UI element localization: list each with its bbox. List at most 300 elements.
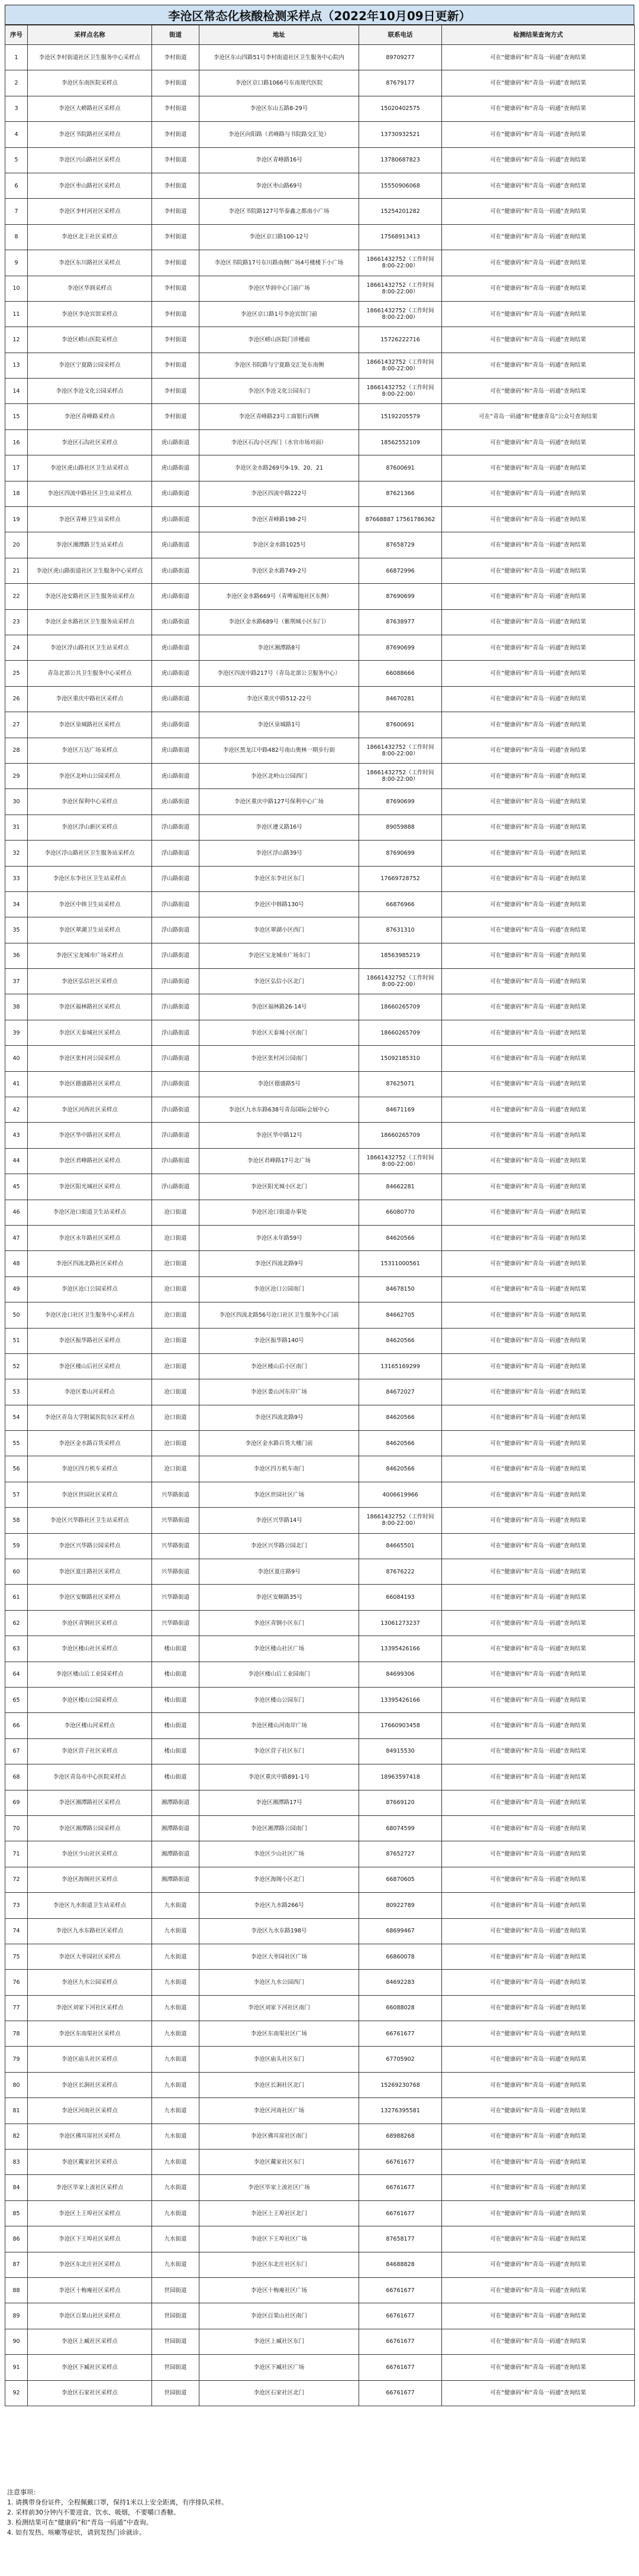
cell-address: 李沧区张村河公园南门 bbox=[199, 1046, 359, 1071]
cell-address: 李沧区兴华路公园北门 bbox=[199, 1533, 359, 1559]
cell-query-method: 可在“健康码”和“青岛一码通”查询结果 bbox=[442, 2072, 635, 2097]
cell-phone: 87676222 bbox=[359, 1559, 442, 1585]
cell-phone: 67705902 bbox=[359, 2047, 442, 2072]
cell-address: 李沧区京口路100-12号 bbox=[199, 224, 359, 250]
cell-address: 李沧区天泰城小区南门 bbox=[199, 1020, 359, 1045]
table-row bbox=[5, 1738, 635, 1764]
cell-address: 李沧区金水路1025号 bbox=[199, 532, 359, 558]
cell-phone: 15311000561 bbox=[359, 1251, 442, 1276]
cell-query-method: 可在“健康码”和“青岛一码通”查询结果 bbox=[442, 1893, 635, 1918]
table-row bbox=[5, 1918, 635, 1944]
cell-street: 楼山街道 bbox=[152, 1764, 199, 1790]
cell-index: 28 bbox=[5, 738, 28, 763]
cell-site-name: 李沧区海阁社区采样点 bbox=[28, 1867, 152, 1892]
cell-address: 李沧区四流北路9号 bbox=[199, 1405, 359, 1430]
cell-query-method: 可在“健康码”和“青岛一码通”查询结果 bbox=[442, 2047, 635, 2072]
cell-address: 李沧区永年路59号 bbox=[199, 1225, 359, 1250]
cell-address: 李沧区宝龙城市广场东门 bbox=[199, 943, 359, 968]
cell-address: 李沧区振华路140号 bbox=[199, 1328, 359, 1353]
cell-street: 浮山路街道 bbox=[152, 1071, 199, 1097]
cell-street: 兴华路街道 bbox=[152, 1585, 199, 1610]
cell-site-name: 李沧区九水东路社区采样点 bbox=[28, 1918, 152, 1944]
cell-site-name: 李沧区刘家下河社区采样点 bbox=[28, 1995, 152, 2021]
cell-index: 13 bbox=[5, 353, 28, 378]
cell-address: 李沧区阳光城小区北门 bbox=[199, 1174, 359, 1200]
cell-index: 63 bbox=[5, 1636, 28, 1662]
page-title: 李沧区常态化核酸检测采样点（2022年10月09日更新） bbox=[5, 5, 634, 25]
cell-query-method: 可在“健康码”和“青岛一码通”查询结果 bbox=[442, 943, 635, 968]
cell-address: 李沧区长涧社区北门 bbox=[199, 2072, 359, 2097]
cell-address: 李沧区东山五路8-29号 bbox=[199, 96, 359, 121]
cell-street: 浮山路街道 bbox=[152, 1148, 199, 1174]
cell-street: 虎山路街道 bbox=[152, 661, 199, 686]
cell-address: 李沧区少山社区广场 bbox=[199, 1841, 359, 1867]
cell-phone: 13395426166 bbox=[359, 1688, 442, 1713]
cell-site-name: 李沧区沧安路社区卫生服务站采样点 bbox=[28, 584, 152, 609]
cell-address: 李沧区下臧社区广场 bbox=[199, 2355, 359, 2380]
cell-address: 李沧区百果山社区南门 bbox=[199, 2303, 359, 2329]
cell-site-name: 李沧区泉城路社区采样点 bbox=[28, 712, 152, 738]
cell-index: 81 bbox=[5, 2098, 28, 2123]
cell-site-name: 李沧区青钢社区采样点 bbox=[28, 1610, 152, 1636]
cell-street: 沧口街道 bbox=[152, 1200, 199, 1225]
cell-site-name: 李沧区四方机车采样点 bbox=[28, 1456, 152, 1482]
cell-index: 40 bbox=[5, 1046, 28, 1071]
table-body bbox=[5, 45, 635, 2406]
cell-phone: 15092185310 bbox=[359, 1046, 442, 1071]
cell-phone: 87638977 bbox=[359, 609, 442, 635]
cell-query-method: 可在“健康码”和“青岛一码通”查询结果 bbox=[442, 917, 635, 943]
table-row bbox=[5, 2355, 635, 2380]
cell-street: 虎山路街道 bbox=[152, 738, 199, 763]
table-row bbox=[5, 1328, 635, 1353]
cell-index: 71 bbox=[5, 1841, 28, 1867]
cell-query-method: 可在“健康码”和“青岛一码通”查询结果 bbox=[442, 738, 635, 763]
cell-site-name: 李沧区楼山后社区采样点 bbox=[28, 1353, 152, 1379]
cell-query-method: 可在“健康码”和“青岛一码通”查询结果 bbox=[442, 1944, 635, 1969]
cell-street: 世园街道 bbox=[152, 2329, 199, 2354]
cell-index: 53 bbox=[5, 1379, 28, 1405]
cell-query-method: 可在“健康码”和“青岛一码通”查询结果 bbox=[442, 1200, 635, 1225]
cell-street: 李村街道 bbox=[152, 404, 199, 429]
cell-site-name: 李沧区东南医院采样点 bbox=[28, 70, 152, 96]
table-row bbox=[5, 1456, 635, 1482]
cell-street: 九水街道 bbox=[152, 1918, 199, 1944]
cell-street: 李村街道 bbox=[152, 199, 199, 224]
cell-index: 20 bbox=[5, 532, 28, 558]
cell-phone: 66761677 bbox=[359, 2200, 442, 2226]
cell-address: 李沧区九水公园西门 bbox=[199, 1970, 359, 1995]
cell-address: 李沧区青峰路198-2号 bbox=[199, 507, 359, 532]
cell-site-name: 李沧区保利中心采样点 bbox=[28, 789, 152, 815]
table-row bbox=[5, 1353, 635, 1379]
cell-site-name: 李沧区夏庄路社区采样点 bbox=[28, 1559, 152, 1585]
table-row bbox=[5, 1046, 635, 1071]
cell-site-name: 李沧区张村河公园采样点 bbox=[28, 1046, 152, 1071]
cell-query-method: 可在“健康码”和“青岛一码通”查询结果 bbox=[442, 1995, 635, 2021]
cell-query-method: 可在“健康码”和“青岛一码通”查询结果 bbox=[442, 1148, 635, 1174]
table-row bbox=[5, 969, 635, 994]
header-street: 街道 bbox=[152, 25, 199, 45]
table-row bbox=[5, 532, 635, 558]
cell-address: 李沧区北岭山公园西门 bbox=[199, 763, 359, 788]
header-address: 地址 bbox=[199, 25, 359, 45]
cell-phone: 66080770 bbox=[359, 1200, 442, 1225]
cell-index: 31 bbox=[5, 815, 28, 840]
cell-phone: 66761677 bbox=[359, 2329, 442, 2354]
table-row bbox=[5, 609, 635, 635]
cell-street: 浮山路街道 bbox=[152, 943, 199, 968]
cell-phone: 15254201282 bbox=[359, 199, 442, 224]
table-row bbox=[5, 199, 635, 224]
cell-site-name: 李沧区青峰路采样点 bbox=[28, 404, 152, 429]
cell-query-method: 可在“健康码”和“青岛一码通”查询结果 bbox=[442, 173, 635, 198]
cell-site-name: 李沧区北王社区采样点 bbox=[28, 224, 152, 250]
cell-phone: 66876966 bbox=[359, 891, 442, 917]
table-row bbox=[5, 917, 635, 943]
table-row bbox=[5, 1841, 635, 1867]
cell-site-name: 李沧区东南渠社区采样点 bbox=[28, 2021, 152, 2047]
cell-query-method: 可在“健康码”和“青岛一码通”查询结果 bbox=[442, 455, 635, 481]
cell-street: 兴华路街道 bbox=[152, 1533, 199, 1559]
cell-address: 李沧区九水东路638号青岛国际会展中心 bbox=[199, 1097, 359, 1123]
cell-index: 54 bbox=[5, 1405, 28, 1430]
cell-address: 李沧区楼山后小区南门 bbox=[199, 1353, 359, 1379]
table-row bbox=[5, 789, 635, 815]
cell-address: 李沧区上王埠社区北门 bbox=[199, 2200, 359, 2226]
cell-index: 25 bbox=[5, 661, 28, 686]
cell-index: 35 bbox=[5, 917, 28, 943]
cell-street: 沧口街道 bbox=[152, 1405, 199, 1430]
table-row bbox=[5, 712, 635, 738]
cell-phone: 15269230768 bbox=[359, 2072, 442, 2097]
cell-index: 72 bbox=[5, 1867, 28, 1892]
table-row bbox=[5, 507, 635, 532]
table-row bbox=[5, 558, 635, 583]
cell-site-name: 李沧区金水路百货采样点 bbox=[28, 1431, 152, 1456]
cell-site-name: 李沧区石沟社区采样点 bbox=[28, 429, 152, 455]
cell-street: 沧口街道 bbox=[152, 1302, 199, 1328]
table-row bbox=[5, 1251, 635, 1276]
cell-index: 69 bbox=[5, 1790, 28, 1815]
cell-query-method: 可在“健康码”和“青岛一码通”查询结果 bbox=[442, 1636, 635, 1662]
cell-index: 47 bbox=[5, 1225, 28, 1250]
cell-site-name: 李沧区青峰卫生站采样点 bbox=[28, 507, 152, 532]
cell-street: 九水街道 bbox=[152, 2175, 199, 2200]
cell-street: 李村街道 bbox=[152, 224, 199, 250]
cell-query-method: 可在“健康码”和“青岛一码通”查询结果 bbox=[442, 1559, 635, 1585]
table-row bbox=[5, 224, 635, 250]
table-row bbox=[5, 1970, 635, 1995]
cell-index: 87 bbox=[5, 2252, 28, 2277]
cell-query-method: 可在“健康码”和“青岛一码通”查询结果 bbox=[442, 2226, 635, 2252]
cell-site-name: 李沧区浮山路社区卫生站采样点 bbox=[28, 635, 152, 660]
cell-index: 38 bbox=[5, 994, 28, 1020]
cell-phone: 84662705 bbox=[359, 1302, 442, 1328]
cell-phone: 17568913413 bbox=[359, 224, 442, 250]
cell-site-name: 李沧区沧口公园采样点 bbox=[28, 1276, 152, 1302]
cell-site-name: 李沧区娄山河采样点 bbox=[28, 1379, 152, 1405]
table-row bbox=[5, 1020, 635, 1045]
cell-address: 李沧区楼山河南岸广场 bbox=[199, 1713, 359, 1738]
cell-street: 楼山街道 bbox=[152, 1688, 199, 1713]
table-row bbox=[5, 1123, 635, 1148]
cell-address: 李沧区金水路749-2号 bbox=[199, 558, 359, 583]
table-row bbox=[5, 379, 635, 404]
cell-site-name: 李沧区书院路社区采样点 bbox=[28, 122, 152, 147]
cell-address: 李沧区十梅庵社区广场 bbox=[199, 2277, 359, 2303]
cell-phone: 18661432752（工作时间8:00-22:00） bbox=[359, 301, 442, 327]
table-row bbox=[5, 2021, 635, 2047]
sampling-sites-table bbox=[5, 25, 635, 2406]
cell-street: 浮山路街道 bbox=[152, 1020, 199, 1045]
table-row bbox=[5, 2150, 635, 2175]
cell-query-method: 可在“健康码”和“青岛一码通”查询结果 bbox=[442, 1841, 635, 1867]
cell-phone: 13061273237 bbox=[359, 1610, 442, 1636]
cell-phone: 84688828 bbox=[359, 2252, 442, 2277]
cell-phone: 15550906068 bbox=[359, 173, 442, 198]
table-row bbox=[5, 815, 635, 840]
cell-index: 61 bbox=[5, 1585, 28, 1610]
table-row bbox=[5, 1097, 635, 1123]
cell-index: 12 bbox=[5, 327, 28, 353]
cell-phone: 13780687823 bbox=[359, 147, 442, 173]
table-row bbox=[5, 1662, 635, 1687]
cell-query-method: 可在“健康码”和“青岛一码通”查询结果 bbox=[442, 609, 635, 635]
cell-index: 18 bbox=[5, 481, 28, 506]
cell-site-name: 李沧区上臧社区采样点 bbox=[28, 2329, 152, 2354]
cell-site-name: 青岛北部公共卫生服务中心采样点 bbox=[28, 661, 152, 686]
table-row bbox=[5, 1944, 635, 1969]
cell-site-name: 李沧区华中路社区采样点 bbox=[28, 1123, 152, 1148]
cell-address: 李沧区东山四路51号李村街道社区卫生服务中心院内 bbox=[199, 45, 359, 70]
cell-index: 9 bbox=[5, 250, 28, 276]
cell-street: 虎山路街道 bbox=[152, 763, 199, 788]
cell-address: 李沧区浮山路39号 bbox=[199, 841, 359, 866]
table-row bbox=[5, 70, 635, 96]
cell-street: 李村街道 bbox=[152, 122, 199, 147]
cell-phone: 68699467 bbox=[359, 1918, 442, 1944]
cell-phone: 84915530 bbox=[359, 1738, 442, 1764]
table-row bbox=[5, 661, 635, 686]
table-row bbox=[5, 45, 635, 70]
cell-street: 兴华路街道 bbox=[152, 1610, 199, 1636]
table-row bbox=[5, 943, 635, 968]
cell-site-name: 李沧区青岛大学附属医院东区采样点 bbox=[28, 1405, 152, 1430]
note-line: 4. 如有发热、咳嗽等症状，请到发热门诊就诊。 bbox=[7, 2529, 146, 2536]
cell-index: 79 bbox=[5, 2047, 28, 2072]
cell-address: 李沧区华润中心门前广场 bbox=[199, 276, 359, 301]
cell-index: 83 bbox=[5, 2150, 28, 2175]
table-row bbox=[5, 1431, 635, 1456]
cell-query-method: 可在“健康码”和“青岛一码通”查询结果 bbox=[442, 2329, 635, 2354]
cell-phone: 80922789 bbox=[359, 1893, 442, 1918]
cell-address: 李沧区湘潭路8号 bbox=[199, 635, 359, 660]
cell-site-name: 李沧区楼山河采样点 bbox=[28, 1713, 152, 1738]
cell-query-method: 可在“健康码”和“青岛一码通”查询结果 bbox=[442, 1251, 635, 1276]
cell-query-method: 可在“健康码”和“青岛一码通”查询结果 bbox=[442, 1713, 635, 1738]
cell-street: 李村街道 bbox=[152, 173, 199, 198]
cell-address: 李沧区河南社区广场 bbox=[199, 2098, 359, 2123]
table-row bbox=[5, 1585, 635, 1610]
cell-index: 45 bbox=[5, 1174, 28, 1200]
cell-phone: 87600691 bbox=[359, 455, 442, 481]
cell-query-method: 可在“健康码”和“青岛一码通”查询结果 bbox=[442, 1020, 635, 1045]
cell-street: 九水街道 bbox=[152, 2098, 199, 2123]
cell-site-name: 李沧区湘潭路公园采样点 bbox=[28, 1815, 152, 1841]
cell-address: 李沧区兴华路14号 bbox=[199, 1508, 359, 1533]
cell-site-name: 李沧区沧口社区卫生服务中心采样点 bbox=[28, 1302, 152, 1328]
cell-street: 浮山路街道 bbox=[152, 994, 199, 1020]
cell-site-name: 李沧区沧口街道卫生站采样点 bbox=[28, 1200, 152, 1225]
cell-phone: 87600691 bbox=[359, 712, 442, 738]
table-row bbox=[5, 1713, 635, 1738]
cell-phone: 84662281 bbox=[359, 1174, 442, 1200]
cell-phone: 17660903458 bbox=[359, 1713, 442, 1738]
cell-index: 57 bbox=[5, 1482, 28, 1507]
cell-street: 虎山路街道 bbox=[152, 532, 199, 558]
cell-index: 26 bbox=[5, 686, 28, 712]
cell-phone: 66761677 bbox=[359, 2021, 442, 2047]
cell-index: 89 bbox=[5, 2303, 28, 2329]
cell-query-method: 可在“健康码”和“青岛一码通”查询结果 bbox=[442, 1431, 635, 1456]
cell-phone: 84678150 bbox=[359, 1276, 442, 1302]
cell-street: 李村街道 bbox=[152, 327, 199, 353]
cell-street: 李村街道 bbox=[152, 96, 199, 121]
cell-index: 7 bbox=[5, 199, 28, 224]
cell-phone: 15020402575 bbox=[359, 96, 442, 121]
cell-site-name: 李沧区天泰城社区采样点 bbox=[28, 1020, 152, 1045]
cell-street: 李村街道 bbox=[152, 379, 199, 404]
cell-index: 78 bbox=[5, 2021, 28, 2047]
cell-address: 李沧区九水路266号 bbox=[199, 1893, 359, 1918]
cell-index: 6 bbox=[5, 173, 28, 198]
table-row bbox=[5, 1764, 635, 1790]
cell-query-method: 可在“健康码”和“青岛一码通”查询结果 bbox=[442, 1276, 635, 1302]
cell-phone: 84620566 bbox=[359, 1225, 442, 1250]
cell-phone: 87658729 bbox=[359, 532, 442, 558]
table-row bbox=[5, 2072, 635, 2097]
cell-street: 楼山街道 bbox=[152, 1713, 199, 1738]
cell-site-name: 李沧区安顺路社区采样点 bbox=[28, 1585, 152, 1610]
cell-query-method: 可在“健康码”和“青岛一码通”查询结果 bbox=[442, 2277, 635, 2303]
header-site-name: 采样点名称 bbox=[28, 25, 152, 45]
cell-query-method: 可在“健康码”和“青岛一码通”查询结果 bbox=[442, 2380, 635, 2406]
cell-phone: 17669728752 bbox=[359, 866, 442, 891]
table-row bbox=[5, 2200, 635, 2226]
cell-site-name: 李沧区宝龙城市广场采样点 bbox=[28, 943, 152, 968]
cell-address: 李沧区沧口公园南门 bbox=[199, 1276, 359, 1302]
cell-street: 虎山路街道 bbox=[152, 558, 199, 583]
cell-phone: 18661432752（工作时间8:00-22:00） bbox=[359, 763, 442, 788]
cell-site-name: 李沧区四流北路社区采样点 bbox=[28, 1251, 152, 1276]
cell-phone: 84699306 bbox=[359, 1662, 442, 1687]
cell-street: 兴华路街道 bbox=[152, 1508, 199, 1533]
cell-address: 李沧区书院路与宁夏路交汇处东南侧 bbox=[199, 353, 359, 378]
cell-address: 李沧区楼山社区广场 bbox=[199, 1636, 359, 1662]
cell-street: 九水街道 bbox=[152, 2150, 199, 2175]
cell-address: 李沧区青峰路16号 bbox=[199, 147, 359, 173]
table-row bbox=[5, 1379, 635, 1405]
cell-site-name: 李沧区君峰路社区采样点 bbox=[28, 1148, 152, 1174]
cell-street: 兴华路街道 bbox=[152, 1559, 199, 1585]
table-row bbox=[5, 2098, 635, 2123]
cell-address: 李沧区石家社区北门 bbox=[199, 2380, 359, 2406]
cell-index: 65 bbox=[5, 1688, 28, 1713]
cell-index: 56 bbox=[5, 1456, 28, 1482]
cell-street: 沧口街道 bbox=[152, 1431, 199, 1456]
table-row bbox=[5, 1508, 635, 1533]
cell-phone: 84620566 bbox=[359, 1456, 442, 1482]
cell-index: 46 bbox=[5, 1200, 28, 1225]
cell-query-method: 可在“健康码”和“青岛一码通”查询结果 bbox=[442, 686, 635, 712]
cell-query-method: 可在“健康码”和“青岛一码通”查询结果 bbox=[442, 2175, 635, 2200]
cell-phone: 18661432752（工作时间8:00-22:00） bbox=[359, 276, 442, 301]
cell-street: 虎山路街道 bbox=[152, 481, 199, 506]
table-row bbox=[5, 2175, 635, 2200]
cell-phone: 18661432752（工作时间8:00-22:00） bbox=[359, 969, 442, 994]
cell-site-name: 李沧区李沧文化公园采样点 bbox=[28, 379, 152, 404]
cell-address: 李沧区向阳路（君峰路与书院路交汇处） bbox=[199, 122, 359, 147]
cell-address: 李沧区书院路17号东川路南侧广场4号楼楼下小广场 bbox=[199, 250, 359, 276]
cell-street: 九水街道 bbox=[152, 1944, 199, 1969]
cell-index: 19 bbox=[5, 507, 28, 532]
cell-query-method: 可在“健康码”和“青岛一码通”查询结果 bbox=[442, 1610, 635, 1636]
cell-index: 68 bbox=[5, 1764, 28, 1790]
cell-phone: 84665501 bbox=[359, 1533, 442, 1559]
cell-query-method: 可在“健康码”和“青岛一码通”查询结果 bbox=[442, 1379, 635, 1405]
cell-index: 90 bbox=[5, 2329, 28, 2354]
cell-query-method: 可在“健康码”和“青岛一码通”查询结果 bbox=[442, 1046, 635, 1071]
cell-index: 92 bbox=[5, 2380, 28, 2406]
cell-index: 2 bbox=[5, 70, 28, 96]
cell-phone: 87669120 bbox=[359, 1790, 442, 1815]
cell-address: 李沧区东北庄社区东门 bbox=[199, 2252, 359, 2277]
cell-address: 李沧区湘潭路17号 bbox=[199, 1790, 359, 1815]
cell-query-method: 可在“健康码”和“青岛一码通”查询结果 bbox=[442, 96, 635, 121]
cell-site-name: 李沧区华润采样点 bbox=[28, 276, 152, 301]
cell-phone: 84620566 bbox=[359, 1431, 442, 1456]
cell-street: 九水街道 bbox=[152, 2252, 199, 2277]
cell-street: 九水街道 bbox=[152, 1970, 199, 1995]
cell-phone: 13730932521 bbox=[359, 122, 442, 147]
cell-phone: 66761677 bbox=[359, 2175, 442, 2200]
cell-index: 5 bbox=[5, 147, 28, 173]
cell-query-method: 可在“健康码”和“青岛一码通”查询结果 bbox=[442, 1071, 635, 1097]
cell-site-name: 李沧区九水公园采样点 bbox=[28, 1970, 152, 1995]
cell-street: 九水街道 bbox=[152, 2072, 199, 2097]
table-row bbox=[5, 1148, 635, 1174]
cell-index: 15 bbox=[5, 404, 28, 429]
cell-query-method: 可在“健康码”和“青岛一码通”查询结果 bbox=[442, 1815, 635, 1841]
cell-street: 兴华路街道 bbox=[152, 1482, 199, 1507]
cell-index: 34 bbox=[5, 891, 28, 917]
cell-query-method: 可在“健康码”和“青岛一码通”查询结果 bbox=[442, 1328, 635, 1353]
cell-address: 李沧区世园社区广场 bbox=[199, 1482, 359, 1507]
cell-query-method: 可在“健康码”和“青岛一码通”查询结果 bbox=[442, 70, 635, 96]
cell-address: 李沧区泉城路1号 bbox=[199, 712, 359, 738]
cell-site-name: 李沧区九水街道卫生站采样点 bbox=[28, 1893, 152, 1918]
cell-street: 沧口街道 bbox=[152, 1251, 199, 1276]
cell-site-name: 李沧区崂山医院采样点 bbox=[28, 327, 152, 353]
cell-query-method: 可在“健康码”和“青岛一码通”查询结果 bbox=[442, 1918, 635, 1944]
cell-address: 李沧区四流中路217号（青岛北部公卫服务中心） bbox=[199, 661, 359, 686]
cell-address: 李沧区佛耳崖社区南门 bbox=[199, 2123, 359, 2149]
table-row bbox=[5, 763, 635, 788]
cell-street: 虎山路街道 bbox=[152, 429, 199, 455]
table-row bbox=[5, 2047, 635, 2072]
cell-street: 世园街道 bbox=[152, 2303, 199, 2329]
